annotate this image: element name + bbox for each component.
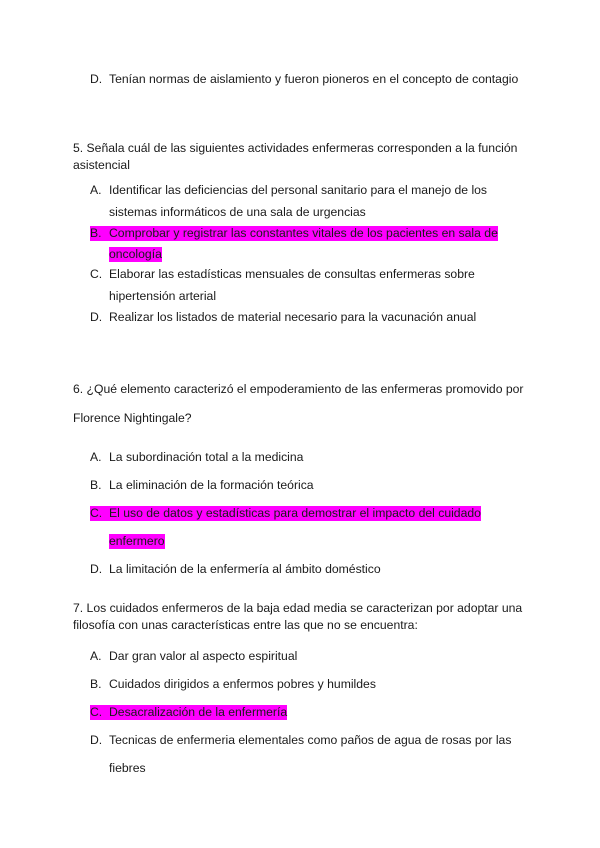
option-text-highlighted: El uso de datos y estadísticas para demostrar el impacto del cuidado (109, 506, 481, 520)
option-text-highlighted: Comprobar y registrar las constantes vitales de los pacientes en sala de (109, 226, 498, 240)
option-letter: C. (90, 267, 103, 281)
option-letter: D. (90, 562, 103, 576)
option-text-highlighted: enfermero (109, 534, 165, 548)
option-text: hipertensión arterial (109, 289, 217, 303)
option-letter: D. (90, 733, 103, 747)
option-letter: C. (90, 705, 109, 720)
option-letter: B. (90, 478, 102, 492)
option-letter: A. (90, 450, 102, 464)
option-text: Elaborar las estadísticas mensuales de consultas enfermeras sobre (109, 267, 475, 281)
option-text: Tenían normas de aislamiento y fueron pioneros en el concepto de contagio (109, 72, 519, 86)
option-letter: B. (90, 226, 109, 241)
option-text: La subordinación total a la medicina (109, 450, 304, 464)
option-text: Dar gran valor al aspecto espiritual (109, 649, 298, 663)
option-letter: D. (90, 72, 103, 86)
option-letter: B. (90, 677, 102, 691)
question-6-line-2: Florence Nightingale? (73, 411, 192, 425)
question-text-line: asistencial (73, 158, 130, 172)
option-text-highlighted: oncología (109, 247, 162, 261)
option-letter: D. (90, 310, 103, 324)
option-text-highlighted: Desacralización de la enfermería (109, 705, 288, 719)
question-text-line: 7. Los cuidados enfermeros de la baja edad media se caracterizan por adoptar una (73, 601, 523, 615)
option-text: fiebres (109, 761, 146, 775)
option-text: La limitación de la enfermería al ámbito doméstico (109, 562, 381, 576)
question-6-line-1: 6. ¿Qué elemento caracterizó el empoderamiento de las enfermeras promovido por (73, 382, 524, 396)
question-text-line: 5. Señala cuál de las siguientes actividades enfermeras corresponden a la función (73, 141, 518, 155)
option-text: Cuidados dirigidos a enfermos pobres y humildes (109, 677, 376, 691)
option-text: Tecnicas de enfermeria elementales como paños de agua de rosas por las (109, 733, 512, 747)
option-letter: C. (90, 506, 109, 521)
question-text-line: filosofía con unas características entre las que no se encuentra: (73, 618, 418, 632)
option-text: La eliminación de la formación teórica (109, 478, 314, 492)
option-text: sistemas informáticos de una sala de urgencias (109, 205, 366, 219)
option-letter: A. (90, 183, 102, 197)
option-text: Identificar las deficiencias del personal sanitario para el manejo de los (109, 183, 488, 197)
question-5 (73, 140, 523, 174)
option-text: Realizar los listados de material necesario para la vacunación anual (109, 310, 477, 324)
question-7 (73, 600, 523, 634)
option-letter: A. (90, 649, 102, 663)
